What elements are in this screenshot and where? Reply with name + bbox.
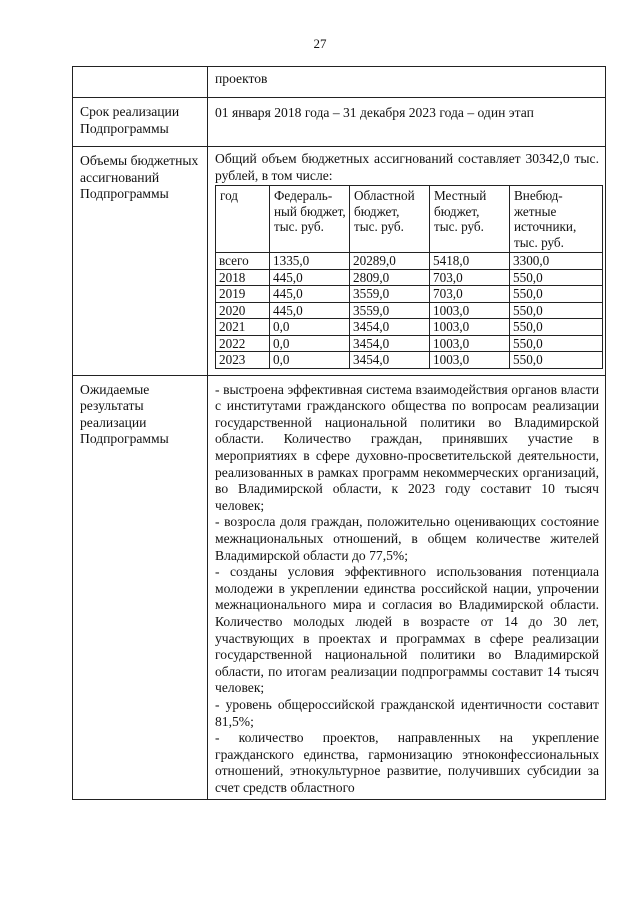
cell-local: 1003,0 bbox=[430, 335, 510, 352]
budget-row bbox=[216, 335, 603, 352]
row-label bbox=[73, 67, 208, 98]
cell-federal: 445,0 bbox=[270, 302, 350, 319]
cell-extrabudgetary: 550,0 bbox=[510, 319, 603, 336]
header-year: год bbox=[216, 186, 270, 253]
cell-extrabudgetary: 550,0 bbox=[510, 352, 603, 369]
row-value-budget bbox=[208, 147, 606, 376]
result-item: - количество проектов, направленных на укрепление гражданского единства, гармонизацию этноконфессиональных отношений, этнокультурное развитие, получивших субсидии за счет средств областного bbox=[215, 730, 599, 795]
cell-extrabudgetary: 3300,0 bbox=[510, 253, 603, 270]
page-number: 27 bbox=[313, 36, 327, 51]
row-label-results: Ожидаемые результаты реализации Подпрограммы bbox=[73, 375, 208, 799]
cell-extrabudgetary: 550,0 bbox=[510, 335, 603, 352]
cell-regional: 3454,0 bbox=[350, 335, 430, 352]
cell-year: 2023 bbox=[216, 352, 270, 369]
budget-row bbox=[216, 269, 603, 286]
cell-year: 2019 bbox=[216, 286, 270, 303]
budget-row bbox=[216, 352, 603, 369]
cell-regional: 3559,0 bbox=[350, 286, 430, 303]
cell-extrabudgetary: 550,0 bbox=[510, 302, 603, 319]
cell-regional: 20289,0 bbox=[350, 253, 430, 270]
cell-year: 2022 bbox=[216, 335, 270, 352]
cell-regional: 3454,0 bbox=[350, 319, 430, 336]
cell-local: 1003,0 bbox=[430, 352, 510, 369]
cell-local: 1003,0 bbox=[430, 319, 510, 336]
cell-federal: 0,0 bbox=[270, 352, 350, 369]
budget-header-row bbox=[216, 186, 603, 253]
header-local: Местный бюджет, тыс. руб. bbox=[430, 186, 510, 253]
cell-year: 2021 bbox=[216, 319, 270, 336]
budget-row bbox=[216, 253, 603, 270]
table-row bbox=[73, 375, 606, 799]
cell-federal: 445,0 bbox=[270, 269, 350, 286]
table-row bbox=[73, 98, 606, 147]
row-label-budget: Объемы бюджетных ассигнований Подпрограммы bbox=[73, 147, 208, 376]
cell-regional: 2809,0 bbox=[350, 269, 430, 286]
cell-local: 1003,0 bbox=[430, 302, 510, 319]
cell-year: 2018 bbox=[216, 269, 270, 286]
cell-extrabudgetary: 550,0 bbox=[510, 286, 603, 303]
budget-table bbox=[215, 185, 603, 369]
result-item: - уровень общероссийской гражданской идентичности составит 81,5%; bbox=[215, 696, 599, 729]
result-item: - созданы условия эффективного использования потенциала молодежи в укреплении единства российской нации, упрочении межнационального мира и согласия во Владимирской области. Количество молодых людей в возрасте от 14 до 30 лет, участвующих в проектах и программах в сфере реализации государственной национальной политики во Владимирской области, по итогам реализации подпрограммы составит 14 тысяч человек; bbox=[215, 564, 599, 696]
budget-intro: Общий объем бюджетных ассигнований составляет 30342,0 тыс. рублей, в том числе: bbox=[215, 151, 599, 183]
budget-row bbox=[216, 302, 603, 319]
table-row bbox=[73, 147, 606, 376]
cell-extrabudgetary: 550,0 bbox=[510, 269, 603, 286]
cell-federal: 0,0 bbox=[270, 319, 350, 336]
cell-local: 5418,0 bbox=[430, 253, 510, 270]
cell-federal: 445,0 bbox=[270, 286, 350, 303]
budget-row bbox=[216, 286, 603, 303]
row-label-period: Срок реализации Подпрограммы bbox=[73, 98, 208, 147]
cell-year: всего bbox=[216, 253, 270, 270]
cell-year: 2020 bbox=[216, 302, 270, 319]
cell-regional: 3559,0 bbox=[350, 302, 430, 319]
result-item: - выстроена эффективная система взаимодействия органов власти с институтами гражданского общества по вопросам реализации государственной национальной политики во Владимирской области. Количество граждан, принявших участие в мероприятиях в сфере духовно-просветительской деятельности, реализованных в рамках программ некоммерческих организаций, во Владимирской области, к 2023 году составит 10 тысяч человек; bbox=[215, 381, 599, 513]
header-regional: Областной бюджет, тыс. руб. bbox=[350, 186, 430, 253]
row-value: проектов bbox=[208, 67, 606, 98]
row-value-results bbox=[208, 375, 606, 799]
row-value-period: 01 января 2018 года – 31 декабря 2023 года – один этап bbox=[208, 98, 606, 147]
cell-federal: 1335,0 bbox=[270, 253, 350, 270]
header-federal: Федераль-ный бюджет, тыс. руб. bbox=[270, 186, 350, 253]
cell-regional: 3454,0 bbox=[350, 352, 430, 369]
subprogram-passport-table bbox=[72, 66, 606, 800]
table-row bbox=[73, 67, 606, 98]
header-extrabudgetary: Внебюд-жетные источники, тыс. руб. bbox=[510, 186, 603, 253]
cell-local: 703,0 bbox=[430, 269, 510, 286]
cell-federal: 0,0 bbox=[270, 335, 350, 352]
result-item: - возросла доля граждан, положительно оценивающих состояние межнациональных отношений, в общем количестве жителей Владимирской области до 77,5%; bbox=[215, 514, 599, 563]
cell-local: 703,0 bbox=[430, 286, 510, 303]
budget-row bbox=[216, 319, 603, 336]
